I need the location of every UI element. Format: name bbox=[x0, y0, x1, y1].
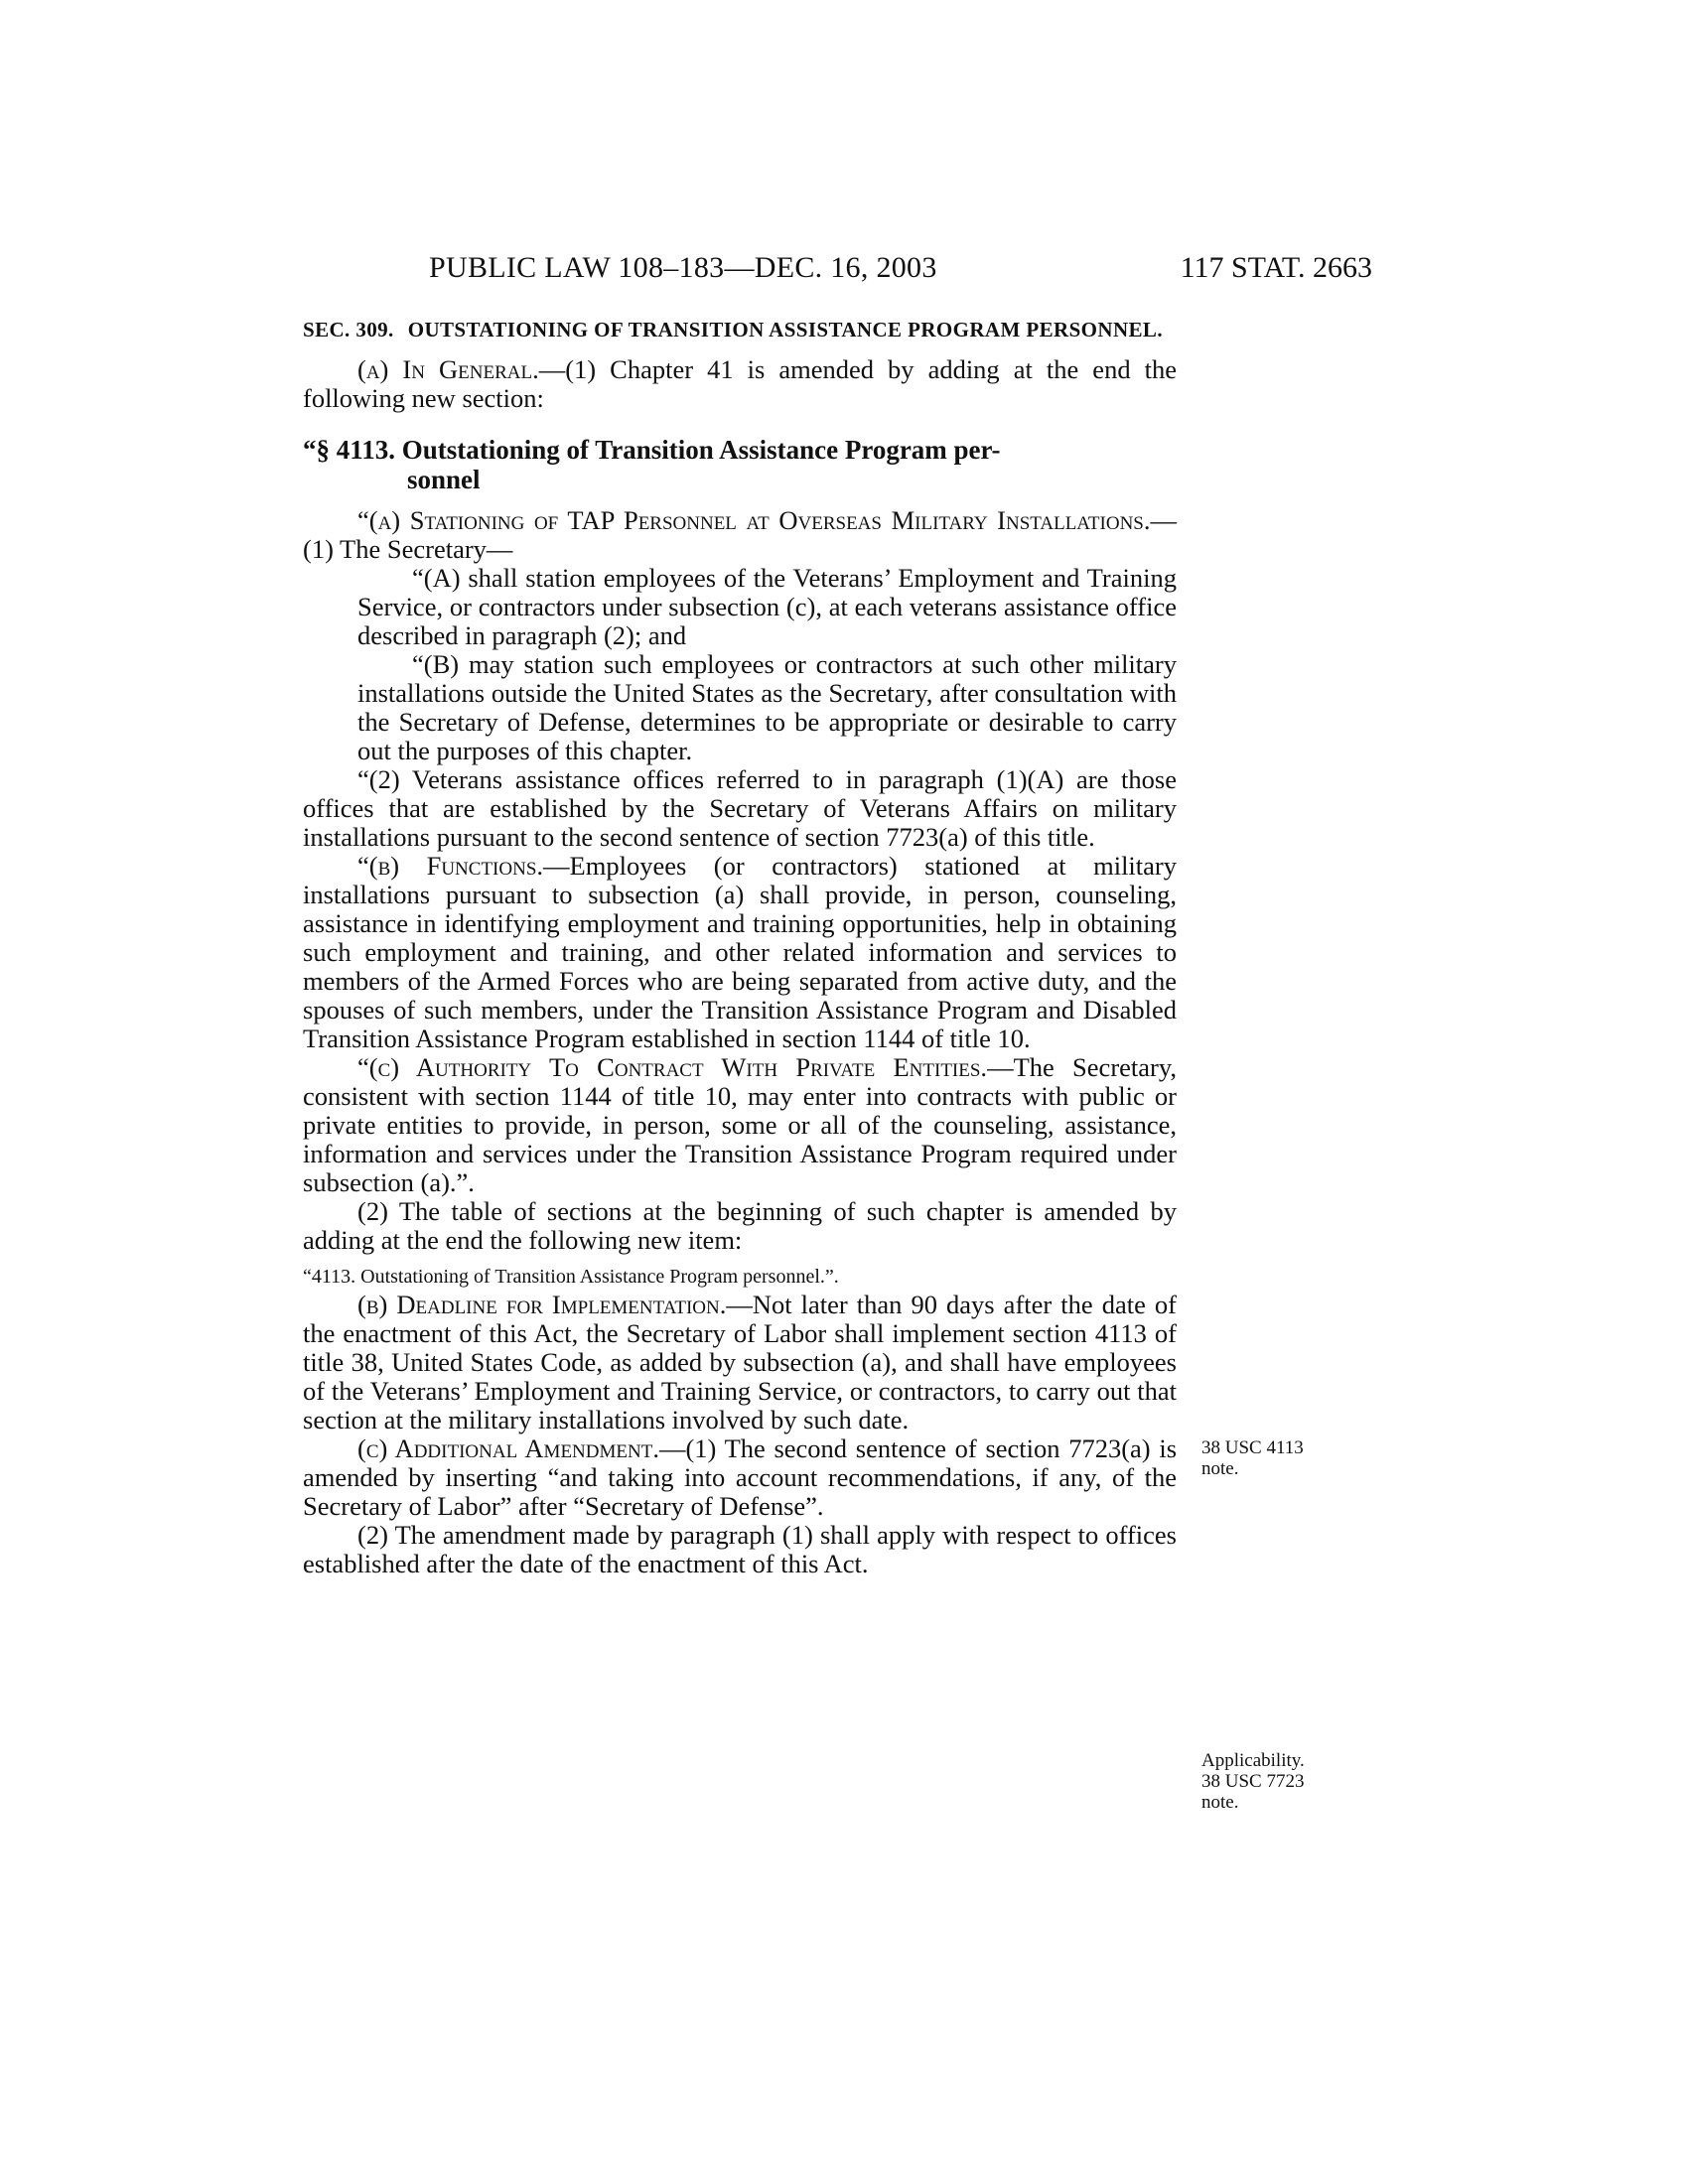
running-head-title: PUBLIC LAW 108–183—DEC. 16, 2003 bbox=[429, 251, 937, 284]
subparagraph-A: “(A) shall station employees of the Veterans’ Employment and Training Service, or contractors under subsection (c), at each veterans assistance office described in paragraph (2); and bbox=[357, 563, 1177, 650]
margin-note-applicability bbox=[1201, 1750, 1340, 1813]
paragraph-c-label: (c) Additional Amendment. bbox=[357, 1433, 659, 1463]
subsection-b-text: —Employees (or contractors) stationed at military installations pursuant to subsection (a) shall provide, in person, counseling, assistance in identifying employment and training opportunities, help in obtaining such employment and training, and other related information and services to members of the Armed Forces who are being separated from active duty, and the spouses of such members, under the Transition Assistance Program and Disabled Transition Assistance Program established in section 1144 of title 10. bbox=[303, 851, 1177, 1053]
new-section-heading bbox=[303, 435, 1177, 494]
paragraph-c-text: —(1) The second sentence of section 7723(a) is amended by inserting “and taking into account recommendations, if any, of the Secretary of Labor” after “Secretary of Defense”. bbox=[303, 1433, 1178, 1521]
margin-note-2-line2: 38 USC 7723 bbox=[1201, 1771, 1305, 1792]
subsection-a-label: “(a) Stationing of TAP Personnel at Overseas Military Installations. bbox=[357, 505, 1151, 535]
paragraph-a-label: (a) In General. bbox=[357, 354, 539, 384]
subsection-c-authority bbox=[303, 1053, 1177, 1197]
section-number: SEC. 309. bbox=[303, 318, 394, 341]
running-head bbox=[300, 248, 1372, 288]
margin-note-2-line1: Applicability. bbox=[1201, 1750, 1305, 1771]
paragraph-a-text: —(1) Chapter 41 is amended by adding at the end the following new section: bbox=[303, 354, 1177, 413]
subsection-c-text: —The Secretary, consistent with section 1144 of title 10, may enter into contracts with public or private entities to provide, in person, some or all of the counseling, assistance, information and services under the Transition Assistance Program required under subsection (a).”. bbox=[303, 1052, 1178, 1197]
margin-note-usc-4113 bbox=[1201, 1437, 1340, 1479]
body-text bbox=[303, 316, 1177, 1578]
subparagraph-B: “(B) may station such employees or contractors at such other military installations outside the United States as the Secretary, after consultation with the Secretary of Defense, determines to be appropriate or desirable to carry out the purposes of this chapter. bbox=[357, 649, 1177, 765]
subsection-b-label: “(b) Functions. bbox=[357, 851, 544, 881]
table-of-sections-item: “4113. Outstationing of Transition Assistance Program personnel.”. bbox=[303, 1266, 839, 1288]
subsection-a bbox=[303, 506, 1177, 564]
subsection-a-text: —(1) The Secretary— bbox=[303, 505, 1177, 564]
subsection-c-label: “(c) Authority To Contract With Private Entities. bbox=[357, 1052, 988, 1082]
margin-note-2-line3: note. bbox=[1201, 1792, 1239, 1813]
new-section-heading-line2: sonnel bbox=[407, 465, 481, 494]
paragraph-a-2: (2) The table of sections at the beginning of such chapter is amended by adding at the end the following new item: bbox=[303, 1196, 1177, 1255]
paragraph-b-text: —Not later than 90 days after the date of the enactment of this Act, the Secretary of Labor shall implement section 4113 of title 38, United States Code, as added by subsection (a), and shall have employees of the Veterans’ Employment and Training Service, or contractors, to carry out that section at the military installations involved by such date. bbox=[303, 1290, 1177, 1434]
statute-page-number: 117 STAT. 2663 bbox=[1180, 251, 1372, 284]
new-section-heading-line1: “§ 4113. Outstationing of Transition Assistance Program per- bbox=[303, 435, 1001, 465]
paragraph-b-deadline bbox=[303, 1291, 1177, 1434]
paragraph-c-additional bbox=[303, 1434, 1177, 1521]
paragraph-c-2: (2) The amendment made by paragraph (1) shall apply with respect to offices established after the date of the enactment of this Act. bbox=[303, 1520, 1177, 1578]
paragraph-a-general bbox=[303, 355, 1177, 413]
section-heading bbox=[303, 316, 1177, 343]
paragraph-b-label: (b) Deadline for Implementation. bbox=[357, 1290, 727, 1319]
margin-note-1-line2: note. bbox=[1201, 1458, 1239, 1479]
subsection-a-paragraph-2: “(2) Veterans assistance offices referred to in paragraph (1)(A) are those offices that are established by the Secretary of Veterans Affairs on military installations pursuant to the second sentence of section 7723(a) of this title. bbox=[303, 764, 1177, 852]
section-title: OUTSTATIONING OF TRANSITION ASSISTANCE PROGRAM PERSONNEL. bbox=[407, 318, 1163, 341]
subsection-b-functions bbox=[303, 852, 1177, 1053]
margin-note-1-line1: 38 USC 4113 bbox=[1201, 1437, 1304, 1458]
